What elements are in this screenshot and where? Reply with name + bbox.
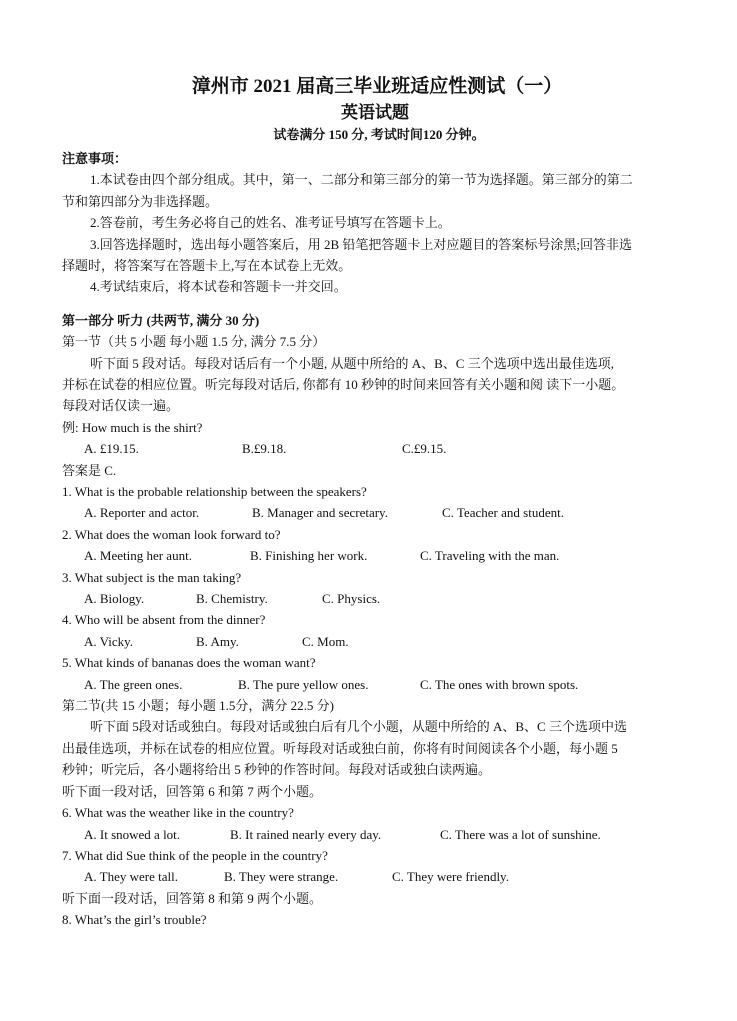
notice-heading: 注意事项： <box>62 151 128 166</box>
part1-heading: 第一部分 听力 (共两节, 满分 30 分) <box>62 312 260 328</box>
q3-option-b: B. Chemistry. <box>196 591 268 607</box>
q7-option-a: A. They were tall. <box>84 869 178 885</box>
question-7: 7. What did Sue think of the people in the country? <box>62 847 328 863</box>
notice-line-5: 择题时，将答案写在答题卡上,写在本试卷上无效。 <box>62 258 352 274</box>
q3-option-c: C. Physics. <box>322 591 381 607</box>
example-question: 例: How much is the shirt? <box>62 419 203 435</box>
section2-heading: 第二节(共 15 小题；每小题 1.5分，满分 22.5 分) <box>62 698 334 714</box>
q2-option-b: B. Finishing her work. <box>250 548 368 564</box>
q3-option-a: A. Biology. <box>84 591 145 607</box>
q6-option-b: B. It rained nearly every day. <box>230 826 382 842</box>
section2-instruction-2: 出最佳选项，并标在试卷的相应位置。听每段对话或独白前，你将有时间阅读各个小题，每小题 5 <box>62 740 618 756</box>
question-6: 6. What was the weather like in the country? <box>62 805 294 821</box>
question-4-options <box>62 631 682 652</box>
notice-line-3: 2.答卷前，考生务必将自己的姓名、准考证号填写在答题卡上。 <box>90 215 451 231</box>
q1-option-a: A. Reporter and actor. <box>84 505 200 521</box>
q4-option-a: A. Vicky. <box>84 633 134 649</box>
q2-option-a: A. Meeting her aunt. <box>84 548 192 564</box>
example-answer: 答案是 C. <box>62 462 117 478</box>
q5-option-a: A. The green ones. <box>84 676 183 692</box>
section1-heading: 第一节（共 5 小题 每小题 1.5 分, 满分 7.5 分） <box>62 334 326 350</box>
notice-line-2: 节和第四部分为非选择题。 <box>62 193 219 209</box>
question-1: 1. What is the probable relationship between the speakers? <box>62 484 367 500</box>
question-7-options <box>62 866 682 887</box>
exam-meta: 试卷满分 150 分, 考试时间120 分钟。 <box>273 127 485 142</box>
section1-instruction-3: 每段对话仅读一遍。 <box>62 398 180 414</box>
example-option-a: A. £19.15. <box>84 441 139 457</box>
question-6-options <box>62 824 682 845</box>
question-4: 4. Who will be absent from the dinner? <box>62 612 266 628</box>
question-2-options <box>62 545 682 566</box>
question-8: 8. What’s the girl’s trouble? <box>62 912 207 928</box>
q1-option-b: B. Manager and secretary. <box>252 505 388 521</box>
group-2-intro: 听下面一段对话，回答第 8 和第 9 两个小题。 <box>62 890 323 906</box>
q1-option-c: C. Teacher and student. <box>442 505 564 521</box>
section1-instruction-2: 并标在试卷的相应位置。听完每段对话后, 你都有 10 秒钟的时间来回答有关小题和阅 读下一小题。 <box>62 377 625 393</box>
notice-line-6: 4.考试结束后，将本试卷和答题卡一并交回。 <box>90 279 347 295</box>
q7-option-b: B. They were strange. <box>224 869 339 885</box>
q5-option-c: C. The ones with brown spots. <box>420 676 579 692</box>
exam-title: 漳州市 2021 届高三毕业班适应性测试（一） <box>191 76 563 97</box>
example-options <box>62 438 682 459</box>
group-1-intro: 听下面一段对话，回答第 6 和第 7 两个小题。 <box>62 783 323 799</box>
q7-option-c: C. They were friendly. <box>392 869 509 885</box>
question-1-options <box>62 502 682 523</box>
q5-option-b: B. The pure yellow ones. <box>238 676 369 692</box>
question-2: 2. What does the woman look forward to? <box>62 526 281 542</box>
question-5: 5. What kinds of bananas does the woman want? <box>62 655 316 671</box>
notice-line-1: 1.本试卷由四个部分组成。其中，第一、二部分和第三部分的第一节为选择题。第三部分的第二 <box>90 172 633 188</box>
q2-option-c: C. Traveling with the man. <box>420 548 560 564</box>
q4-option-c: C. Mom. <box>302 633 349 649</box>
example-option-c: C.£9.15. <box>402 441 447 457</box>
q6-option-c: C. There was a lot of sunshine. <box>440 826 601 842</box>
example-option-b: B.£9.18. <box>242 441 287 457</box>
question-3: 3. What subject is the man taking? <box>62 569 242 585</box>
section2-instruction-3: 秒钟；听完后，各小题将给出 5 秒钟的作答时间。每段对话或独白读两遍。 <box>62 762 492 778</box>
q6-option-a: A. It snowed a lot. <box>84 826 181 842</box>
question-5-options <box>62 674 682 695</box>
section1-instruction-1: 听下面 5 段对话。每段对话后有一个小题, 从题中所给的 A、B、C 三个选项中选出最佳选项, <box>90 355 614 371</box>
notice-line-4: 3.回答选择题时，选出每小题答案后，用 2B 铅笔把答题卡上对应题目的答案标号涂黑;回答非选 <box>90 236 633 252</box>
question-3-options <box>62 588 682 609</box>
exam-page <box>62 74 682 931</box>
q4-option-b: B. Amy. <box>196 633 239 649</box>
section2-instruction-1: 听下面 5段对话或独白。每段对话或独白后有几个小题，从题中所给的 A、B、C 三个选项中选 <box>90 719 627 735</box>
exam-subtitle: 英语试题 <box>341 103 409 122</box>
